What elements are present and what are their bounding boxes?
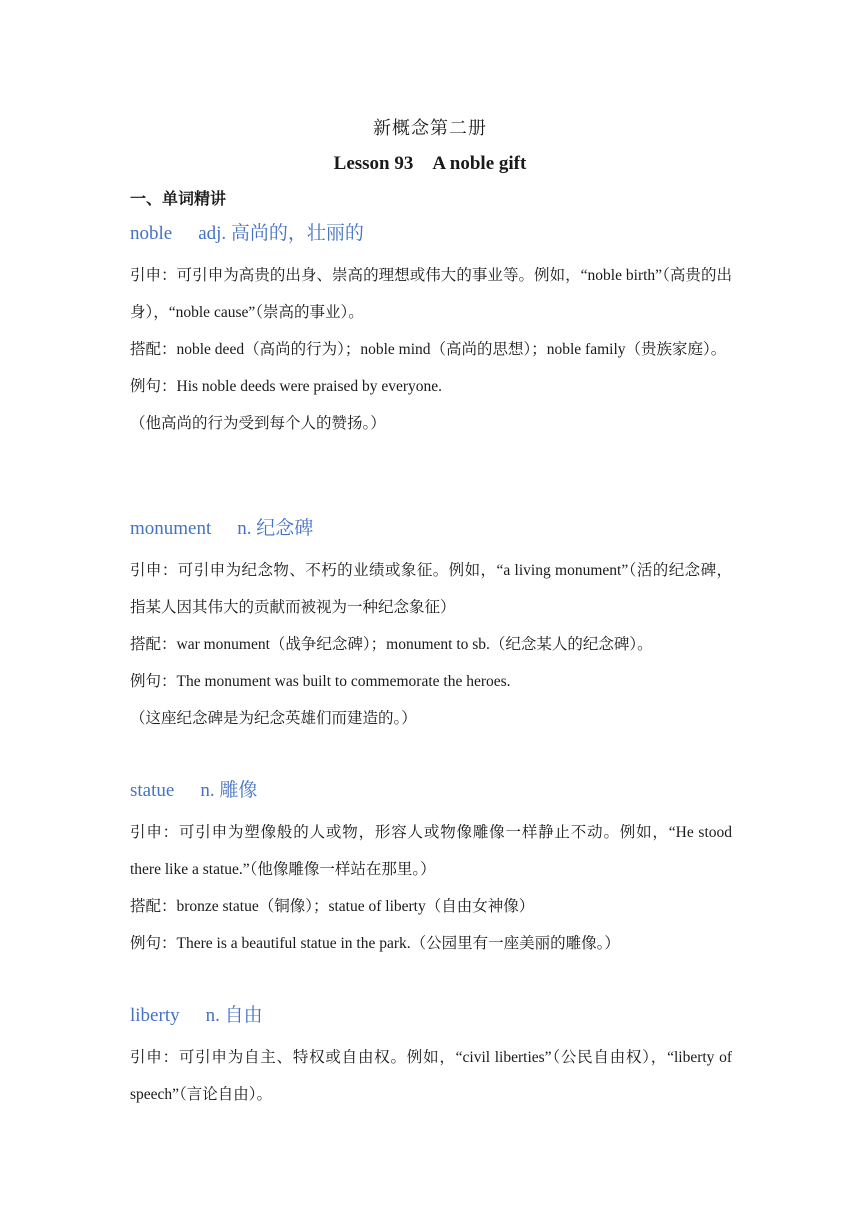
example-translation: （这座纪念碑是为纪念英雄们而建造的。） xyxy=(130,710,417,727)
vocab-entry-noble xyxy=(130,221,732,442)
headword: monument xyxy=(130,518,212,539)
lesson-title: Lesson 93 A noble gift xyxy=(333,153,527,174)
part-of-speech-meaning: adj. 高尚的，壮丽的 xyxy=(198,223,364,244)
example-sentence: 例句：The monument was built to commemorate the heroes. xyxy=(130,673,511,690)
example-translation: （他高尚的行为受到每个人的赞扬。） xyxy=(130,415,386,432)
part-of-speech-meaning: n. 自由 xyxy=(205,1005,263,1026)
headword-line xyxy=(130,221,732,247)
headword: liberty xyxy=(130,1005,180,1026)
headword-line xyxy=(130,1003,732,1029)
part-of-speech-meaning: n. 纪念碑 xyxy=(237,518,314,539)
collocation-text: 搭配：war monument（战争纪念碑）；monument to sb.（纪念某人的纪念碑）。 xyxy=(130,636,653,653)
example-sentence: 例句：His noble deeds were praised by everyone. xyxy=(130,378,443,395)
example-sentence: 例句：There is a beautiful statue in the park.（公园里有一座美丽的雕像。） xyxy=(130,935,620,952)
extension-text: 引申：可引申为塑像般的人或物，形容人或物像雕像一样静止不动。例如，“He stood there like a statue.”（他像雕像一样站在那里。） xyxy=(130,824,732,878)
section-title: 一、单词精讲 xyxy=(130,191,227,208)
collocation-text: 搭配：bronze statue（铜像）；statue of liberty（自由女神像） xyxy=(130,898,535,915)
vocab-entry-liberty xyxy=(130,1003,732,1113)
headword-line xyxy=(130,778,732,804)
extension-text: 引申：可引申为纪念物、不朽的业绩或象征。例如，“a living monument”（活的纪念碑，指某人因其伟大的贡献而被视为一种纪念象征） xyxy=(130,562,732,616)
collocation-text: 搭配：noble deed（高尚的行为）；noble mind（高尚的思想）；noble family（贵族家庭）。 xyxy=(130,341,727,358)
extension-text: 引申：可引申为自主、特权或自由权。例如，“civil liberties”（公民自由权），“liberty of speech”（言论自由）。 xyxy=(130,1049,732,1103)
headword: noble xyxy=(130,223,173,244)
headword-line xyxy=(130,516,732,542)
document-subtitle: 新概念第二册 xyxy=(373,118,487,138)
part-of-speech-meaning: n. 雕像 xyxy=(200,780,258,801)
vocab-entry-statue xyxy=(130,778,732,962)
vocab-entry-monument xyxy=(130,516,732,737)
extension-text: 引申：可引申为高贵的出身、崇高的理想或伟大的事业等。例如，“noble birth”（高贵的出身），“noble cause”（崇高的事业）。 xyxy=(130,267,732,321)
headword: statue xyxy=(130,780,175,801)
